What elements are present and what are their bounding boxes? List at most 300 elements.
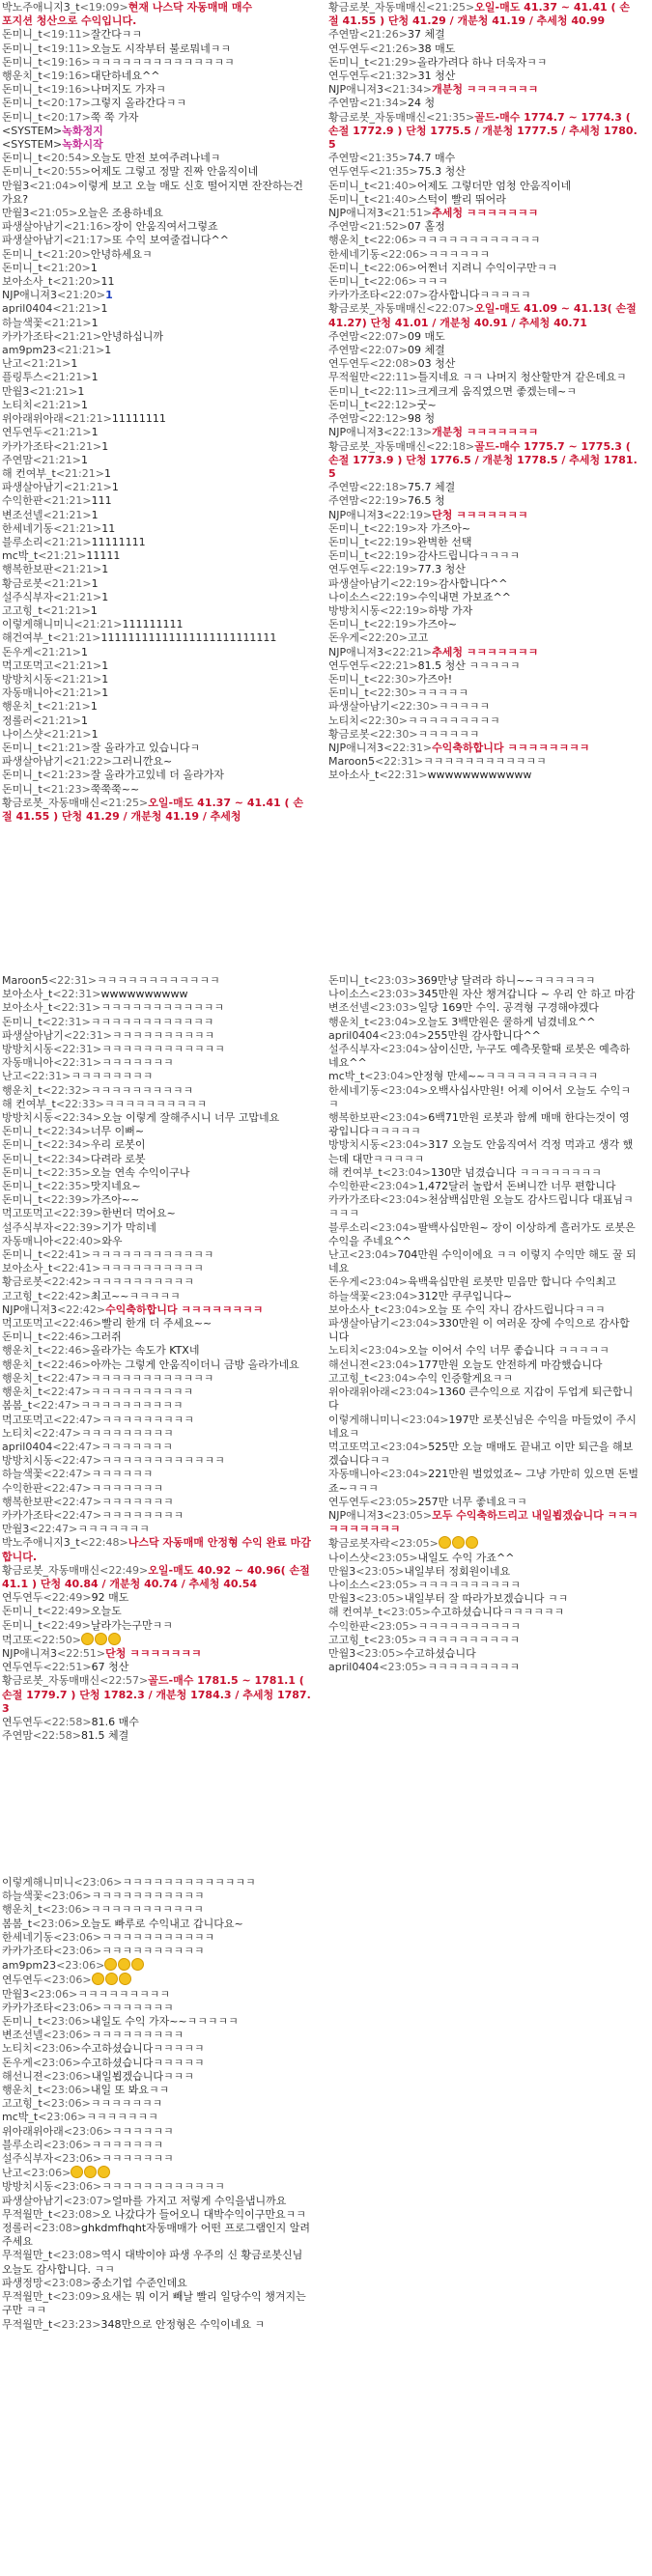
chat-nickname[interactable]: 자동매니아	[328, 1468, 381, 1481]
chat-message	[2, 426, 313, 439]
chat-nickname[interactable]: NJP애니져3	[328, 207, 383, 220]
chat-nickname[interactable]: 변조선넬	[2, 508, 43, 521]
chat-text: 올라가려다 하나 더욱자ㅋㅋ	[416, 55, 548, 69]
chat-nickname[interactable]: 행운치_t	[2, 1344, 43, 1358]
chat-nickname[interactable]: 카카가조타	[2, 439, 54, 453]
chat-nickname[interactable]: 행복한보판	[328, 1111, 381, 1125]
chat-nickname[interactable]: 돈미니_t	[328, 261, 369, 274]
chat-nickname[interactable]: NJP애니져3	[328, 426, 383, 439]
chat-timestamp: <23:06>	[32, 2056, 82, 2069]
chat-panel-3[interactable]	[0, 973, 315, 1871]
chat-nickname[interactable]: 박노주애니지3_t	[2, 1, 80, 14]
chat-message	[2, 563, 313, 576]
chat-nickname[interactable]: 해 컨여부_t	[2, 466, 56, 480]
chat-nickname[interactable]: 돈미니_t	[2, 97, 43, 110]
chat-nickname[interactable]: 수익한판	[328, 1619, 370, 1633]
chat-timestamp: <23:04>	[389, 1386, 439, 1399]
chat-nickname[interactable]: 돈미니_t	[2, 110, 43, 124]
chat-nickname[interactable]: 위아래위아래	[328, 1386, 390, 1399]
chat-nickname[interactable]: 돈미니_t	[328, 686, 369, 700]
chat-text: 31 청산	[417, 70, 456, 83]
chat-nickname[interactable]: 카카가조타	[2, 1945, 54, 1958]
chat-nickname[interactable]: 나이소스	[328, 1578, 370, 1591]
chat-timestamp: <23:06>	[73, 1876, 123, 1889]
chat-nickname[interactable]: 파생살아남기	[328, 576, 390, 590]
chat-nickname[interactable]: NJP애니져3	[328, 508, 383, 521]
chat-nickname[interactable]: 파생살아남기	[2, 220, 64, 234]
chat-nickname[interactable]: 황금로봇_자동매매신	[328, 110, 427, 124]
chat-nickname[interactable]: 연두연두	[2, 1591, 43, 1605]
chat-nickname[interactable]: 돈미니_t	[2, 741, 43, 754]
chat-message	[2, 454, 313, 467]
chat-nickname[interactable]: 나이소스	[328, 988, 370, 1001]
chat-nickname[interactable]: 연두연두	[2, 1661, 43, 1674]
chat-timestamp: <22:58>	[32, 1729, 82, 1743]
chat-timestamp: <21:52>	[358, 220, 409, 234]
chat-nickname[interactable]: 돈우게	[2, 2056, 33, 2069]
chat-nickname[interactable]: 보아소사_t	[2, 988, 53, 1001]
chat-nickname[interactable]: 행운치_t	[328, 1015, 369, 1028]
chat-nickname[interactable]: 돈미니_t	[2, 261, 43, 274]
chat-nickname[interactable]: april0404	[2, 302, 53, 316]
chat-nickname[interactable]: 돈미니_t	[328, 55, 369, 69]
chat-message	[2, 1414, 313, 1427]
chat-timestamp: <23:06>	[32, 1917, 81, 1930]
chat-nickname[interactable]: 돈우게	[328, 1275, 359, 1289]
chat-message	[2, 302, 313, 316]
chat-nickname[interactable]: 파생살아남기	[2, 1028, 64, 1042]
chat-text: 오일-매도 41.37 ~ 41.41 ( 손절 41.55 ) 단청 41.29 / 개분청 41.19 / 추세청	[2, 796, 303, 823]
chat-nickname[interactable]: 방방치시동	[2, 1454, 54, 1468]
chat-nickname[interactable]: 자동매니아	[2, 1056, 54, 1070]
chat-nickname[interactable]: 돈미니_t	[328, 618, 369, 631]
chat-nickname[interactable]: 난고	[328, 1248, 350, 1262]
chat-nickname[interactable]: NJP애니져3	[328, 83, 383, 97]
chat-nickname[interactable]: 하늘색꽃	[2, 316, 43, 329]
chat-message	[328, 1084, 639, 1111]
chat-message	[328, 1579, 639, 1592]
chat-nickname[interactable]: 설주식부자	[328, 1043, 381, 1056]
chat-nickname[interactable]: 무적월만_t	[2, 2317, 53, 2331]
chat-nickname[interactable]: 보아소사_t	[328, 769, 380, 782]
chat-nickname[interactable]: 돈미니_t	[328, 974, 369, 987]
chat-timestamp: <22:46>	[53, 1317, 102, 1330]
chat-message	[328, 700, 639, 714]
chat-nickname[interactable]: 행운치_t	[2, 2084, 43, 2097]
chat-nickname[interactable]: 방방치시동	[328, 603, 381, 617]
chat-nickname[interactable]: 이렇게해니미니	[2, 618, 74, 631]
chat-nickname[interactable]: 돈미니_t	[2, 165, 43, 179]
chat-nickname[interactable]: 황금로봇_자동매매신	[2, 1563, 100, 1577]
chat-timestamp: <22:41>	[42, 1248, 91, 1262]
chat-nickname[interactable]: 만월3	[328, 1646, 356, 1660]
chat-message	[2, 1564, 313, 1591]
chat-nickname[interactable]: 방방치시동	[328, 1138, 381, 1152]
chat-nickname[interactable]: 돈미니_t	[2, 1125, 43, 1138]
chat-nickname[interactable]: mc박_t	[2, 549, 39, 563]
chat-nickname[interactable]: 주연맘	[328, 28, 359, 42]
chat-nickname[interactable]: 황금로봇_자동매매신	[328, 1, 427, 14]
chat-nickname[interactable]: 파생살아남기	[2, 755, 64, 769]
chat-nickname[interactable]: 돈미니_t	[2, 2015, 43, 2029]
chat-nickname[interactable]: 돈미니_t	[2, 1618, 43, 1632]
chat-panel-5[interactable]	[0, 1875, 315, 2576]
chat-message	[2, 275, 313, 289]
chat-nickname[interactable]: 주연맘	[328, 97, 359, 110]
chat-nickname[interactable]: 위아래위아래	[2, 412, 64, 426]
chat-message	[2, 357, 313, 371]
chat-nickname[interactable]: 파생살아남기	[2, 2194, 64, 2207]
chat-nickname[interactable]: 파생살아남기	[328, 700, 390, 714]
chat-nickname[interactable]: 수익한판	[2, 494, 43, 508]
chat-nickname[interactable]: 고고힝_t	[328, 1633, 369, 1646]
chat-nickname[interactable]: 노티치	[2, 2042, 33, 2056]
chat-nickname[interactable]: 만월3	[2, 1987, 30, 2001]
chat-nickname[interactable]: 주연맘	[328, 344, 359, 357]
chat-nickname[interactable]: 파생살아남기	[2, 481, 64, 494]
chat-nickname[interactable]: NJP애니져3	[2, 289, 57, 302]
chat-text: 130만 넘겼습니다 ㅋㅋㅋㅋㅋㅋㅋㅋ	[430, 1165, 602, 1179]
chat-nickname[interactable]: 이렇게해니미니	[2, 1876, 74, 1889]
chat-nickname[interactable]: 행운치_t	[2, 700, 43, 714]
chat-message	[2, 1988, 313, 2002]
chat-nickname[interactable]: 연두연두	[2, 1974, 43, 1987]
chat-nickname[interactable]: 나이소스	[328, 590, 370, 603]
chat-nickname[interactable]: 돈미니_t	[2, 55, 43, 69]
chat-timestamp: <23:03>	[368, 974, 417, 987]
chat-text: 어제도 그렇더만 엄청 안움직이네	[416, 179, 572, 192]
chat-nickname[interactable]: am9pm23	[2, 344, 57, 357]
chat-message	[2, 1070, 313, 1083]
chat-nickname[interactable]: 돈미니_t	[328, 398, 369, 411]
chat-nickname[interactable]: 노티치	[328, 714, 359, 727]
chat-nickname[interactable]: 봄봄_t	[2, 1399, 33, 1413]
chat-nickname[interactable]: 자동매니아	[2, 686, 54, 700]
chat-nickname[interactable]: <SYSTEM>	[2, 138, 63, 152]
chat-nickname[interactable]: 카카가조타	[2, 1508, 54, 1522]
chat-nickname[interactable]: 블루소리	[2, 535, 43, 548]
chat-nickname[interactable]: 주연맘	[328, 220, 359, 234]
chat-nickname[interactable]: 행운치_t	[2, 1358, 43, 1371]
chat-nickname[interactable]: 해선니젼	[2, 2069, 43, 2083]
chat-nickname[interactable]: april0404	[328, 1661, 380, 1674]
chat-nickname[interactable]: 돈미니_t	[2, 42, 43, 55]
chat-nickname[interactable]: 설주식부자	[2, 2152, 54, 2166]
chat-message	[328, 1166, 639, 1180]
chat-nickname[interactable]: 행복한보판	[2, 1495, 54, 1508]
chat-nickname[interactable]: 행운치_t	[2, 70, 43, 83]
chat-nickname[interactable]: 나이스샷	[328, 1551, 370, 1564]
chat-timestamp: <22:41>	[52, 1262, 101, 1275]
chat-nickname[interactable]: 돈미니_t	[2, 28, 43, 42]
chat-nickname[interactable]: 난고	[2, 357, 23, 371]
chat-nickname[interactable]: 만월3	[2, 1523, 30, 1536]
chat-nickname[interactable]: 해 컨여부_t	[328, 1606, 383, 1619]
chat-message	[328, 1386, 639, 1413]
chat-nickname[interactable]: mc박_t	[328, 1070, 365, 1083]
chat-nickname[interactable]: 한세네기동	[328, 1083, 381, 1097]
chat-nickname[interactable]: 황금로봇	[2, 576, 43, 590]
chat-nickname[interactable]: <SYSTEM>	[2, 124, 63, 137]
chat-nickname[interactable]: NJP애니져3	[2, 1646, 57, 1660]
chat-nickname[interactable]: 황금로봇_자동매매신	[328, 302, 427, 316]
chat-nickname[interactable]: Maroon5	[328, 755, 375, 769]
chat-nickname[interactable]: 행운치_t	[2, 1083, 43, 1097]
chat-message	[2, 700, 313, 714]
chat-nickname[interactable]: NJP애니져3	[2, 1302, 57, 1316]
chat-nickname[interactable]: 보아소사_t	[2, 1001, 53, 1015]
chat-nickname[interactable]: 해건여부_t	[2, 631, 53, 645]
chat-nickname[interactable]: april0404	[328, 1028, 380, 1042]
chat-nickname[interactable]: 행운치_t	[2, 1386, 43, 1399]
chat-nickname[interactable]: 돈미니_t	[2, 769, 43, 782]
chat-nickname[interactable]: 고고힝_t	[2, 2097, 43, 2111]
chat-nickname[interactable]: 돈미니_t	[2, 782, 43, 796]
chat-nickname[interactable]: 노티치	[2, 398, 33, 411]
chat-nickname[interactable]: 파생정망	[2, 2276, 43, 2289]
chat-message	[2, 70, 313, 83]
chat-nickname[interactable]: 만월3	[328, 1564, 356, 1578]
chat-nickname[interactable]: 돈미니_t	[2, 1605, 43, 1618]
chat-timestamp: <22:49>	[42, 1618, 91, 1632]
chat-panel-2[interactable]	[326, 0, 641, 941]
chat-timestamp: <22:35>	[42, 1165, 91, 1179]
chat-message	[2, 1317, 313, 1330]
chat-nickname[interactable]: 하늘색꽃	[328, 1289, 370, 1302]
chat-nickname[interactable]: 노티치	[328, 1344, 359, 1358]
chat-nickname[interactable]: 주연맘	[2, 1729, 33, 1743]
chat-nickname[interactable]: 행복한보판	[2, 563, 54, 576]
chat-nickname[interactable]: 주연맘	[328, 152, 359, 165]
chat-nickname[interactable]: 설주식부자	[2, 590, 54, 603]
chat-nickname[interactable]: 보아소사_t	[2, 1262, 53, 1275]
chat-nickname[interactable]: 돈우게	[328, 631, 359, 645]
chat-nickname[interactable]: 먹고또먹고	[2, 1317, 54, 1330]
chat-timestamp: <22:19>	[368, 549, 417, 563]
chat-nickname[interactable]: 먹고또	[2, 1633, 33, 1646]
chat-nickname[interactable]: 고고힝_t	[328, 1371, 369, 1385]
chat-nickname[interactable]: 자동매니아	[2, 1234, 54, 1247]
chat-nickname[interactable]: 주연맘	[328, 481, 359, 494]
chat-message	[328, 1468, 639, 1495]
chat-nickname[interactable]: april0404	[2, 1440, 53, 1453]
chat-nickname[interactable]: 돈미니_t	[328, 535, 369, 548]
chat-nickname[interactable]: 연두연두	[328, 357, 370, 371]
chat-message	[2, 1029, 313, 1043]
chat-nickname[interactable]: 무적월만_t	[2, 2290, 53, 2304]
chat-nickname[interactable]: 연두연두	[328, 70, 370, 83]
chat-nickname[interactable]: am9pm23	[2, 1959, 57, 1973]
chat-nickname[interactable]: 황금로봇_자동매매신	[2, 796, 100, 809]
smiley-emoticon-icon	[452, 1536, 465, 1549]
chat-message	[2, 1372, 313, 1386]
chat-nickname[interactable]: 황금로봇	[328, 727, 370, 741]
chat-nickname[interactable]: 행운치_t	[2, 1371, 43, 1385]
chat-nickname[interactable]: 돈미니_t	[2, 1015, 43, 1028]
chat-nickname[interactable]: 만월3	[2, 207, 30, 220]
chat-message	[2, 686, 313, 700]
chat-nickname[interactable]: 돈미니_t	[328, 179, 369, 192]
chat-nickname[interactable]: 방방치시동	[2, 2180, 54, 2194]
chat-nickname[interactable]: 카카가조타	[328, 289, 381, 302]
chat-message	[2, 42, 313, 56]
chat-nickname[interactable]: 하늘색꽃	[2, 1468, 43, 1481]
chat-nickname[interactable]: 만월3	[328, 1592, 356, 1606]
chat-nickname[interactable]: 돈미니_t	[2, 1330, 43, 1344]
chat-nickname[interactable]: 주연맘	[2, 453, 33, 466]
chat-nickname[interactable]: 카카가조타	[2, 329, 54, 343]
chat-message	[2, 2195, 313, 2208]
chat-timestamp: <22:31>	[63, 1028, 112, 1042]
chat-nickname[interactable]: 돈미니_t	[328, 672, 369, 686]
chat-nickname[interactable]: 카카가조타	[2, 2001, 54, 2014]
chat-nickname[interactable]: 봄봄_t	[2, 1917, 33, 1930]
chat-nickname[interactable]: 돈우게	[2, 645, 33, 658]
chat-nickname[interactable]: 돈미니_t	[328, 192, 369, 206]
chat-nickname[interactable]: 먹고또먹고	[2, 1413, 54, 1426]
chat-nickname[interactable]: 고고힝_t	[2, 1289, 43, 1302]
chat-nickname[interactable]: 무적월만	[328, 371, 370, 384]
chat-nickname[interactable]: 파생살아남기	[328, 1317, 390, 1330]
chat-nickname[interactable]: 플링투스	[2, 371, 43, 384]
chat-text: 아까는 그렇게 안움직이더니 금방 올라가네요	[90, 1358, 299, 1371]
chat-message	[2, 797, 313, 824]
chat-nickname[interactable]: 돈미니_t	[2, 1248, 43, 1262]
chat-nickname[interactable]: 블루소리	[2, 2138, 43, 2151]
chat-nickname[interactable]: 카카가조타	[328, 1193, 381, 1207]
chat-nickname[interactable]: 고고힝_t	[2, 603, 43, 617]
chat-timestamp: <22:30>	[368, 686, 417, 700]
chat-timestamp: <21:21>	[53, 686, 102, 700]
chat-nickname[interactable]: 해 컨여부_t	[2, 1097, 56, 1110]
chat-timestamp: <22:34>	[42, 1152, 91, 1165]
chat-nickname[interactable]: 방방치시동	[2, 1043, 54, 1056]
chat-nickname[interactable]: Maroon5	[2, 974, 48, 987]
chat-nickname[interactable]: 변조선넬	[328, 1001, 370, 1015]
chat-nickname[interactable]: 연두연두	[328, 1495, 370, 1508]
chat-nickname[interactable]: 돈미니_t	[2, 83, 43, 97]
chat-nickname[interactable]: 방방치시동	[2, 1111, 54, 1125]
chat-message	[328, 289, 639, 302]
chat-nickname[interactable]: 변조선넬	[2, 2029, 43, 2042]
chat-nickname[interactable]: 정롤러	[2, 2222, 33, 2235]
chat-nickname[interactable]: 이렇게해니미니	[328, 1413, 401, 1426]
chat-nickname[interactable]: 먹고또먹고	[2, 658, 54, 672]
chat-nickname[interactable]: 돈미니_t	[2, 247, 43, 261]
chat-nickname[interactable]: 돈미니_t	[2, 1165, 43, 1179]
chat-nickname[interactable]: 블루소리	[328, 1220, 370, 1234]
chat-nickname[interactable]: 황금로봇_자동매매신	[2, 1674, 100, 1688]
chat-nickname[interactable]: 하늘색꽃	[2, 1890, 43, 1903]
chat-message	[328, 577, 639, 591]
chat-nickname[interactable]: 돈미니_t	[2, 1180, 43, 1193]
chat-panel-1[interactable]	[0, 0, 315, 951]
chat-nickname[interactable]: 돈미니_t	[328, 521, 369, 535]
chat-text: 오일-매도 41.09 ~ 41.13( 손절 41.27) 단청 41.01 / 개분청 40.91 / 추세청 40.71	[328, 302, 637, 329]
chat-nickname[interactable]: 수익한판	[328, 1180, 370, 1193]
chat-timestamp: <22:12>	[368, 398, 417, 411]
chat-nickname[interactable]: 연두연두	[2, 1715, 43, 1728]
chat-nickname[interactable]: 파생살아남기	[2, 234, 64, 247]
chat-nickname[interactable]: 연두연두	[328, 165, 370, 179]
chat-text: 1	[101, 563, 109, 576]
chat-nickname[interactable]: 주연맘	[328, 494, 359, 508]
chat-message	[328, 1496, 639, 1509]
chat-nickname[interactable]: 노티치	[2, 1426, 33, 1440]
chat-nickname[interactable]: 연두연두	[328, 42, 370, 55]
chat-nickname[interactable]: NJP애니져3	[328, 645, 383, 658]
chat-nickname[interactable]: 먹고또먹고	[2, 1207, 54, 1220]
chat-nickname[interactable]: 만월3	[2, 384, 30, 398]
chat-message	[2, 1180, 313, 1193]
chat-nickname[interactable]: 무적월만_t	[2, 2207, 53, 2221]
chat-nickname[interactable]: 보아소사_t	[328, 1302, 380, 1316]
chat-nickname[interactable]: 한세네기동	[2, 1930, 54, 1944]
chat-nickname[interactable]: 먹고또먹고	[328, 1440, 381, 1453]
chat-nickname[interactable]: 한세네기동	[2, 521, 54, 535]
chat-nickname[interactable]: 행운치_t	[328, 234, 369, 247]
chat-message	[2, 1441, 313, 1454]
chat-nickname[interactable]: mc박_t	[2, 2111, 39, 2124]
chat-nickname[interactable]: 행운치_t	[2, 1903, 43, 1917]
chat-nickname[interactable]: 설주식부자	[2, 1220, 54, 1234]
chat-nickname[interactable]: 만월3	[2, 179, 30, 192]
chat-timestamp: <22:34>	[42, 1125, 91, 1138]
chat-nickname[interactable]: 돈미니_t	[328, 384, 369, 398]
chat-nickname[interactable]: 수익한판	[2, 1481, 43, 1495]
chat-nickname[interactable]: 황금로봇_자동매매신	[328, 439, 427, 453]
chat-nickname[interactable]: 연두연두	[328, 563, 370, 576]
chat-nickname[interactable]: 돈미니_t	[328, 275, 369, 289]
chat-text: 그러쥐	[90, 1330, 122, 1344]
chat-text: 1	[91, 316, 99, 329]
chat-nickname[interactable]: 돈미니_t	[2, 152, 43, 165]
chat-nickname[interactable]: 해선니젼	[328, 1358, 370, 1371]
chat-nickname[interactable]: 주연맘	[328, 329, 359, 343]
chat-nickname[interactable]: 황금로봇	[2, 1275, 43, 1289]
chat-nickname[interactable]: 해 컨여부_t	[328, 1165, 383, 1179]
chat-timestamp: <21:21>	[53, 521, 102, 535]
chat-nickname[interactable]: 박노주애니지3_t	[2, 1536, 80, 1550]
chat-timestamp: <21:22>	[63, 755, 112, 769]
chat-nickname[interactable]: 방방치시동	[2, 672, 54, 686]
chat-nickname[interactable]: 난고	[2, 1070, 23, 1083]
chat-nickname[interactable]: 돈미니_t	[2, 1193, 43, 1207]
chat-nickname[interactable]: 보아소사_t	[2, 275, 53, 289]
chat-nickname[interactable]: 황금로봇자락	[328, 1537, 390, 1551]
chat-nickname[interactable]: 위아래위아래	[2, 2124, 64, 2138]
chat-message	[328, 1180, 639, 1193]
chat-timestamp: <21:21>	[63, 412, 112, 426]
chat-nickname[interactable]: 돈미니_t	[2, 1152, 43, 1165]
chat-nickname[interactable]: 무적월만_t	[2, 2249, 53, 2262]
chat-nickname[interactable]: 정롤러	[2, 714, 33, 727]
chat-nickname[interactable]: 연두연두	[2, 426, 43, 439]
chat-message	[2, 207, 313, 220]
chat-nickname[interactable]: 나이스샷	[2, 727, 43, 741]
chat-nickname[interactable]: 한세네기동	[328, 247, 381, 261]
chat-nickname[interactable]: NJP애니져3	[328, 741, 383, 754]
chat-nickname[interactable]: 돈미니_t	[2, 1138, 43, 1152]
chat-nickname[interactable]: 주연맘	[328, 412, 359, 426]
chat-nickname[interactable]: 돈미니_t	[328, 549, 369, 563]
chat-timestamp: <22:19>	[383, 508, 433, 521]
chat-nickname[interactable]: NJP애니져3	[328, 1508, 383, 1522]
chat-nickname[interactable]: 연두연두	[328, 658, 370, 672]
chat-nickname[interactable]: 난고	[2, 2167, 23, 2180]
chat-panel-4[interactable]	[326, 973, 641, 1871]
chat-text: 어제도 그렇고 정말 진짜 안움직이네	[90, 165, 259, 179]
